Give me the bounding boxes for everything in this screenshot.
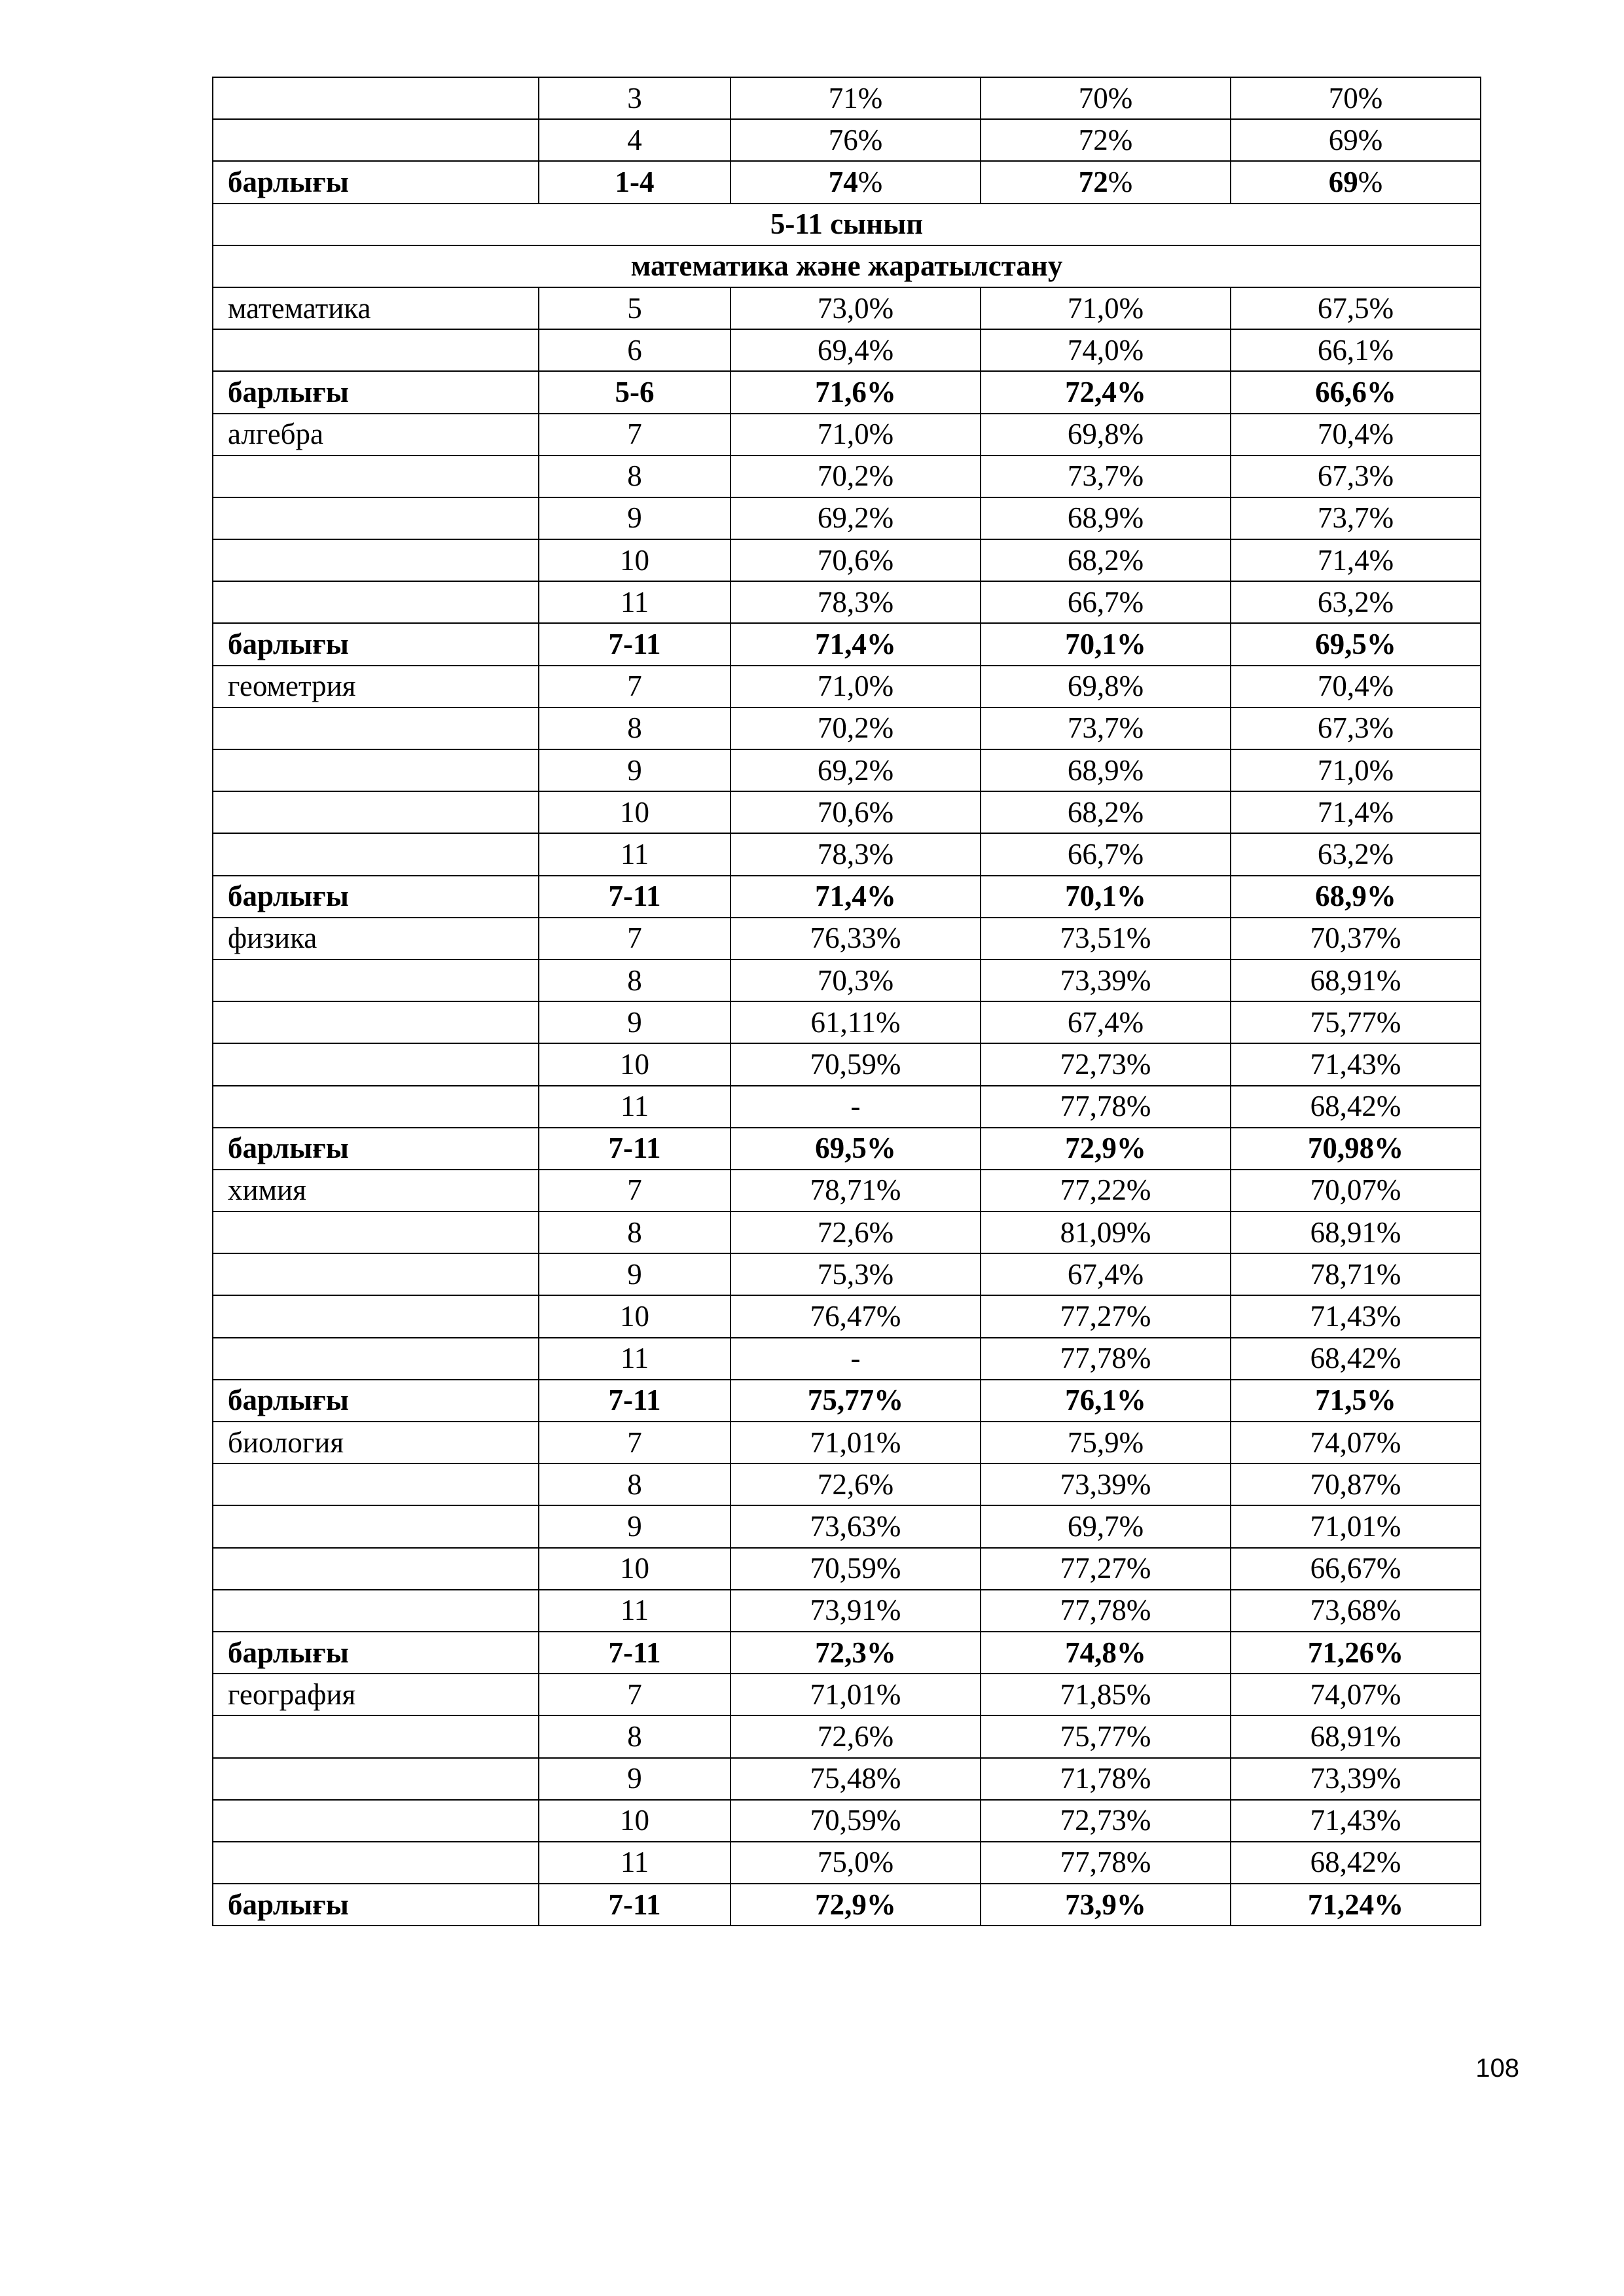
percent-cell: 72,6% [731, 1715, 981, 1757]
grade-cell: 8 [539, 1463, 731, 1505]
total-row [213, 1128, 1481, 1170]
grade-cell: 11 [539, 581, 731, 623]
percent-cell: 77,78% [981, 1338, 1231, 1380]
percent-cell: 71,85% [981, 1674, 1231, 1715]
percent-sign: % [1358, 165, 1383, 198]
percent-cell: 70,37% [1231, 918, 1481, 960]
percent-cell: 73,0% [731, 287, 981, 329]
percent-cell: 68,2% [981, 539, 1231, 581]
percent-cell: 68,91% [1231, 1211, 1481, 1253]
subject-cell [213, 581, 539, 623]
percent-cell: 71,0% [731, 414, 981, 456]
total-row [213, 1884, 1481, 1926]
percent-cell: 67,3% [1231, 456, 1481, 497]
percent-cell: 78,71% [731, 1170, 981, 1211]
percent-cell [1231, 161, 1481, 203]
percent-cell: 68,42% [1231, 1842, 1481, 1884]
percent-cell: 68,9% [981, 749, 1231, 791]
total-row [213, 371, 1481, 413]
percent-cell: 73,7% [981, 456, 1231, 497]
percent-cell: 72,4% [981, 371, 1231, 413]
subject-cell [213, 456, 539, 497]
section-header-text: 5-11 сынып [213, 204, 1481, 245]
subject-cell: барлығы [213, 1380, 539, 1422]
percent-cell: 72,6% [731, 1463, 981, 1505]
percent-cell: 74,0% [981, 329, 1231, 371]
table-row [213, 497, 1481, 539]
subject-cell [213, 960, 539, 1001]
grade-cell: 7-11 [539, 876, 731, 918]
subject-cell [213, 1590, 539, 1632]
percent-cell: 72,73% [981, 1043, 1231, 1085]
subject-cell [213, 1715, 539, 1757]
grade-cell: 1-4 [539, 161, 731, 203]
subject-cell [213, 1842, 539, 1884]
percent-cell: 73,39% [981, 1463, 1231, 1505]
percent-cell: 70,6% [731, 791, 981, 833]
grade-cell: 8 [539, 456, 731, 497]
subject-cell [213, 791, 539, 833]
page-number: 108 [1475, 2054, 1519, 2083]
subject-cell: математика [213, 287, 539, 329]
percent-cell: 74,07% [1231, 1422, 1481, 1463]
percent-value: 74 [828, 165, 858, 198]
percent-cell: 70,1% [981, 876, 1231, 918]
grade-cell: 10 [539, 1043, 731, 1085]
subject-cell: барлығы [213, 161, 539, 203]
percent-cell: 72,3% [731, 1632, 981, 1674]
percent-cell: 78,71% [1231, 1253, 1481, 1295]
subject-cell [213, 749, 539, 791]
subject-cell [213, 329, 539, 371]
table-row [213, 1043, 1481, 1085]
percent-cell: 67,3% [1231, 708, 1481, 749]
total-row [213, 623, 1481, 665]
percent-cell: 71,0% [1231, 749, 1481, 791]
grade-cell: 10 [539, 539, 731, 581]
grade-cell: 9 [539, 1758, 731, 1800]
percent-cell: 71,4% [731, 623, 981, 665]
total-row [213, 1380, 1481, 1422]
subject-cell [213, 708, 539, 749]
subject-cell: химия [213, 1170, 539, 1211]
section-header-row [213, 245, 1481, 287]
grade-cell: 8 [539, 960, 731, 1001]
table-row [213, 539, 1481, 581]
percent-cell: 72,9% [981, 1128, 1231, 1170]
grade-cell: 8 [539, 1211, 731, 1253]
percent-cell: 77,78% [981, 1842, 1231, 1884]
section-header-text: математика және жаратылстану [213, 245, 1481, 287]
grade-cell: 7-11 [539, 1380, 731, 1422]
table-row [213, 1463, 1481, 1505]
percent-cell: 72,73% [981, 1800, 1231, 1842]
percent-cell: 75,48% [731, 1758, 981, 1800]
table-row [213, 666, 1481, 708]
percent-cell: 71% [731, 77, 981, 119]
percent-cell: 69,4% [731, 329, 981, 371]
table-row [213, 456, 1481, 497]
percent-cell: 71,43% [1231, 1043, 1481, 1085]
subject-cell [213, 1800, 539, 1842]
percent-cell: 73,91% [731, 1590, 981, 1632]
percent-cell: 71,26% [1231, 1632, 1481, 1674]
table-row [213, 1590, 1481, 1632]
percent-cell: 68,9% [981, 497, 1231, 539]
percent-cell: 70,2% [731, 708, 981, 749]
grade-cell: 7 [539, 414, 731, 456]
percent-cell: 70,98% [1231, 1128, 1481, 1170]
subject-cell: геометрия [213, 666, 539, 708]
grade-cell: 10 [539, 1295, 731, 1337]
percent-cell: 73,39% [981, 960, 1231, 1001]
percent-cell: 71,6% [731, 371, 981, 413]
percent-cell: 66,6% [1231, 371, 1481, 413]
percent-cell: 66,7% [981, 581, 1231, 623]
percent-cell: 76,33% [731, 918, 981, 960]
grades-table [212, 77, 1481, 1926]
table-row [213, 1086, 1481, 1128]
subject-cell [213, 77, 539, 119]
table-row [213, 1170, 1481, 1211]
percent-cell: 67,4% [981, 1001, 1231, 1043]
grade-cell: 7 [539, 1422, 731, 1463]
table-row [213, 1422, 1481, 1463]
percent-cell: 75,77% [981, 1715, 1231, 1757]
percent-cell: 61,11% [731, 1001, 981, 1043]
table-row [213, 1211, 1481, 1253]
percent-value: 69 [1328, 165, 1358, 198]
table-row [213, 287, 1481, 329]
percent-cell: 70,3% [731, 960, 981, 1001]
subject-cell [213, 1001, 539, 1043]
subject-cell: география [213, 1674, 539, 1715]
percent-cell: 69,5% [731, 1128, 981, 1170]
percent-cell: 69% [1231, 119, 1481, 161]
subject-cell: барлығы [213, 1884, 539, 1926]
percent-cell: 76,1% [981, 1380, 1231, 1422]
percent-cell: 73,63% [731, 1505, 981, 1547]
percent-cell: 66,7% [981, 833, 1231, 875]
percent-cell: 71,0% [981, 287, 1231, 329]
subject-cell: биология [213, 1422, 539, 1463]
percent-cell: 77,22% [981, 1170, 1231, 1211]
grade-cell: 7-11 [539, 623, 731, 665]
percent-sign: % [1108, 165, 1133, 198]
percent-cell: 69,2% [731, 749, 981, 791]
grade-cell: 7-11 [539, 1884, 731, 1926]
percent-cell: 73,7% [981, 708, 1231, 749]
grade-cell: 11 [539, 1590, 731, 1632]
percent-cell: 69,7% [981, 1505, 1231, 1547]
subject-cell [213, 1086, 539, 1128]
table-row [213, 1715, 1481, 1757]
grade-cell: 7-11 [539, 1128, 731, 1170]
percent-cell: 75,0% [731, 1842, 981, 1884]
grade-cell: 9 [539, 497, 731, 539]
percent-cell: 77,27% [981, 1548, 1231, 1590]
table-row [213, 1253, 1481, 1295]
percent-cell: 73,9% [981, 1884, 1231, 1926]
percent-cell: 76,47% [731, 1295, 981, 1337]
grade-cell: 11 [539, 833, 731, 875]
grade-cell: 11 [539, 1338, 731, 1380]
percent-cell: 66,67% [1231, 1548, 1481, 1590]
table-row [213, 918, 1481, 960]
subject-cell [213, 1505, 539, 1547]
percent-cell: 70,07% [1231, 1170, 1481, 1211]
percent-cell: 70% [981, 77, 1231, 119]
subject-cell [213, 119, 539, 161]
grade-cell: 7 [539, 1170, 731, 1211]
grade-cell: 3 [539, 77, 731, 119]
percent-value: 72 [1078, 165, 1108, 198]
percent-cell: 63,2% [1231, 833, 1481, 875]
table-row [213, 329, 1481, 371]
percent-cell: 70,1% [981, 623, 1231, 665]
total-row [213, 1632, 1481, 1674]
subject-cell [213, 833, 539, 875]
percent-cell: 74,07% [1231, 1674, 1481, 1715]
percent-cell: 70,59% [731, 1800, 981, 1842]
total-row [213, 876, 1481, 918]
grade-cell: 4 [539, 119, 731, 161]
percent-cell: 71,0% [731, 666, 981, 708]
table-row [213, 960, 1481, 1001]
percent-cell: 67,4% [981, 1253, 1231, 1295]
percent-cell: 69,8% [981, 414, 1231, 456]
total-row [213, 161, 1481, 203]
percent-cell: 68,2% [981, 791, 1231, 833]
percent-cell: 70,6% [731, 539, 981, 581]
grade-cell: 8 [539, 1715, 731, 1757]
percent-cell: 71,01% [731, 1422, 981, 1463]
table-row [213, 414, 1481, 456]
table-row [213, 1800, 1481, 1842]
subject-cell [213, 497, 539, 539]
subject-cell [213, 1758, 539, 1800]
grade-cell: 7 [539, 918, 731, 960]
percent-cell: 77,78% [981, 1086, 1231, 1128]
grade-cell: 7 [539, 666, 731, 708]
percent-sign: % [857, 165, 883, 198]
grade-cell: 7 [539, 1674, 731, 1715]
grade-cell: 10 [539, 1548, 731, 1590]
percent-cell: 71,78% [981, 1758, 1231, 1800]
percent-cell: 75,77% [731, 1380, 981, 1422]
grade-cell: 7-11 [539, 1632, 731, 1674]
percent-cell: 70,59% [731, 1548, 981, 1590]
percent-cell: 71,4% [731, 876, 981, 918]
subject-cell [213, 1463, 539, 1505]
percent-cell: 71,43% [1231, 1295, 1481, 1337]
table-row [213, 1505, 1481, 1547]
percent-cell: 75,9% [981, 1422, 1231, 1463]
table-row [213, 1674, 1481, 1715]
percent-cell [731, 161, 981, 203]
percent-cell: 75,3% [731, 1253, 981, 1295]
table-row [213, 119, 1481, 161]
subject-cell [213, 1211, 539, 1253]
grade-cell: 9 [539, 1001, 731, 1043]
percent-cell: 71,4% [1231, 539, 1481, 581]
percent-cell: 71,4% [1231, 791, 1481, 833]
percent-cell: 81,09% [981, 1211, 1231, 1253]
percent-cell: 69,2% [731, 497, 981, 539]
grade-cell: 10 [539, 1800, 731, 1842]
subject-cell: барлығы [213, 1632, 539, 1674]
percent-cell: 63,2% [1231, 581, 1481, 623]
percent-cell: 71,01% [1231, 1505, 1481, 1547]
subject-cell [213, 1338, 539, 1380]
subject-cell: барлығы [213, 623, 539, 665]
percent-cell: 68,91% [1231, 1715, 1481, 1757]
table-row [213, 1001, 1481, 1043]
percent-cell: 78,3% [731, 581, 981, 623]
subject-cell: барлығы [213, 1128, 539, 1170]
grade-cell: 10 [539, 791, 731, 833]
percent-cell: 68,9% [1231, 876, 1481, 918]
grade-cell: 6 [539, 329, 731, 371]
grade-cell: 9 [539, 749, 731, 791]
subject-cell: барлығы [213, 876, 539, 918]
grade-cell: 5 [539, 287, 731, 329]
table-row [213, 708, 1481, 749]
percent-cell: 73,7% [1231, 497, 1481, 539]
grade-cell: 11 [539, 1842, 731, 1884]
percent-cell: 73,39% [1231, 1758, 1481, 1800]
table-row [213, 1295, 1481, 1337]
percent-cell: 67,5% [1231, 287, 1481, 329]
table-row [213, 77, 1481, 119]
percent-cell: 75,77% [1231, 1001, 1481, 1043]
table-row [213, 1842, 1481, 1884]
percent-cell: 71,24% [1231, 1884, 1481, 1926]
percent-cell: 70,87% [1231, 1463, 1481, 1505]
percent-cell: 77,27% [981, 1295, 1231, 1337]
percent-cell: 72,6% [731, 1211, 981, 1253]
grade-cell: 9 [539, 1253, 731, 1295]
subject-cell [213, 1295, 539, 1337]
table-row [213, 791, 1481, 833]
table-row [213, 749, 1481, 791]
percent-cell: 68,91% [1231, 960, 1481, 1001]
percent-cell: 71,5% [1231, 1380, 1481, 1422]
percent-cell: 70% [1231, 77, 1481, 119]
table-row [213, 1548, 1481, 1590]
table-row [213, 1338, 1481, 1380]
percent-cell: 70,2% [731, 456, 981, 497]
subject-cell [213, 1043, 539, 1085]
grade-cell: 9 [539, 1505, 731, 1547]
percent-cell: 74,8% [981, 1632, 1231, 1674]
grade-cell: 11 [539, 1086, 731, 1128]
subject-cell: алгебра [213, 414, 539, 456]
grade-cell: 8 [539, 708, 731, 749]
percent-cell: 72% [981, 119, 1231, 161]
percent-cell: 68,42% [1231, 1086, 1481, 1128]
percent-cell: 76% [731, 119, 981, 161]
percent-cell [981, 161, 1231, 203]
percent-cell: 73,68% [1231, 1590, 1481, 1632]
percent-cell: 71,43% [1231, 1800, 1481, 1842]
grade-cell: 5-6 [539, 371, 731, 413]
percent-cell: - [731, 1086, 981, 1128]
percent-cell: 78,3% [731, 833, 981, 875]
table-row [213, 833, 1481, 875]
subject-cell: физика [213, 918, 539, 960]
subject-cell [213, 1253, 539, 1295]
table-row [213, 1758, 1481, 1800]
percent-cell: 69,8% [981, 666, 1231, 708]
percent-cell: 68,42% [1231, 1338, 1481, 1380]
subject-cell [213, 1548, 539, 1590]
subject-cell [213, 539, 539, 581]
percent-cell: 77,78% [981, 1590, 1231, 1632]
percent-cell: 73,51% [981, 918, 1231, 960]
percent-cell: 70,59% [731, 1043, 981, 1085]
percent-cell: - [731, 1338, 981, 1380]
percent-cell: 70,4% [1231, 414, 1481, 456]
percent-cell: 72,9% [731, 1884, 981, 1926]
grades-table-body [213, 77, 1481, 1926]
percent-cell: 70,4% [1231, 666, 1481, 708]
percent-cell: 66,1% [1231, 329, 1481, 371]
table-row [213, 581, 1481, 623]
subject-cell: барлығы [213, 371, 539, 413]
percent-cell: 69,5% [1231, 623, 1481, 665]
section-header-row [213, 204, 1481, 245]
percent-cell: 71,01% [731, 1674, 981, 1715]
